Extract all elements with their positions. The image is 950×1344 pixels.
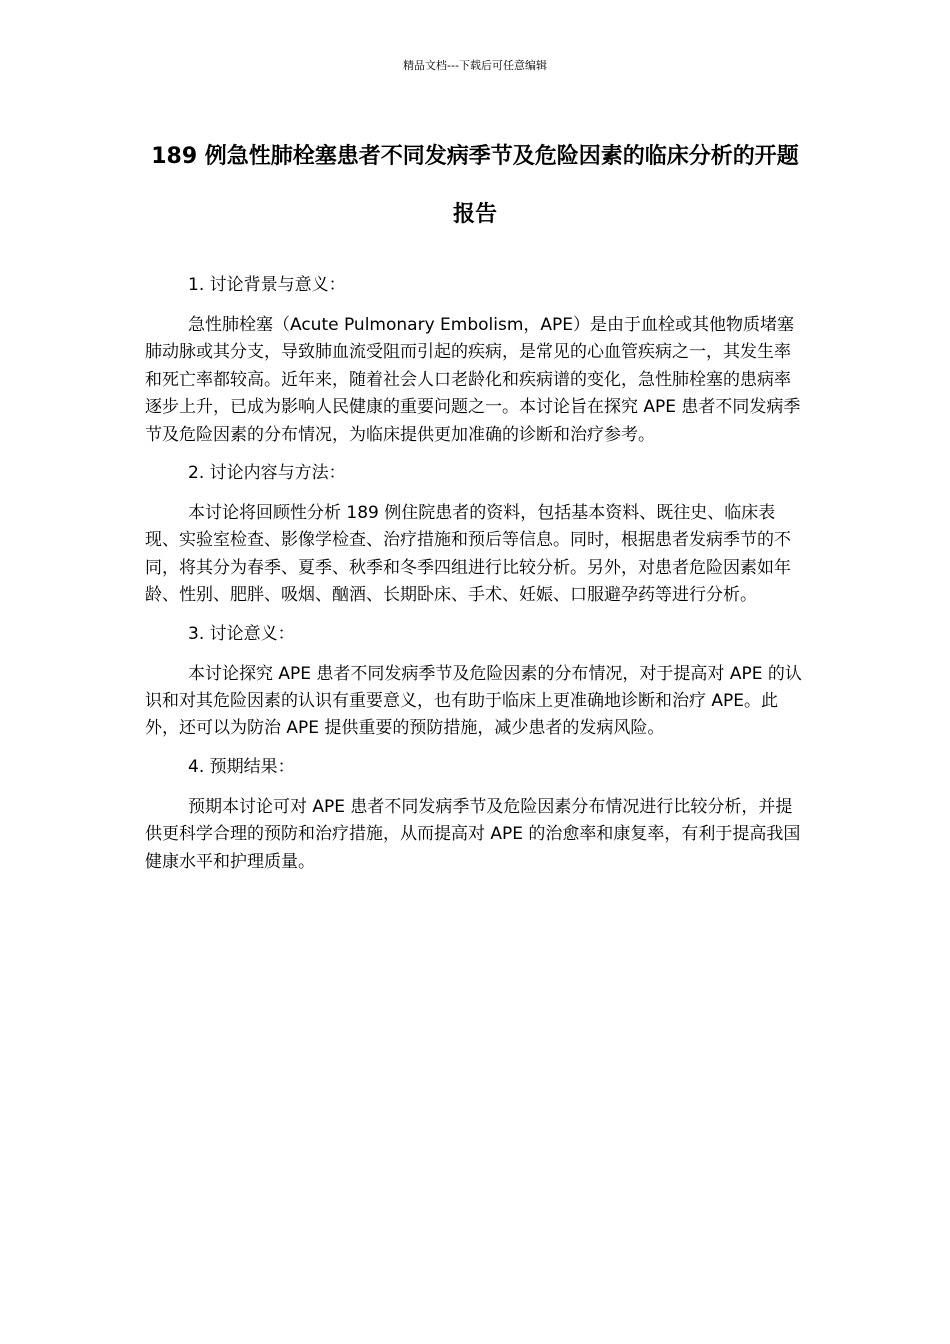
section-body: 本讨论将回顾性分析 189 例住院患者的资料，包括基本资料、既往史、临床表现、实验室检查、影像学检查、治疗措施和预后等信息。同时，根据患者发病季节的不同，将其分为春季、夏季、秋季和冬季四组进行比较分析。另外，对患者危险因素如年龄、性别、肥胖、吸烟、酗酒、长期卧床、手术、妊娠、口服避孕药等进行分析。 — [145, 503, 791, 606]
section-heading: 3. 讨论意义： — [188, 623, 295, 644]
section-expected-results — [145, 754, 807, 876]
section-heading: 1. 讨论背景与意义： — [188, 275, 346, 295]
section-heading: 4. 预期结果： — [188, 756, 295, 777]
section-content-methods — [145, 460, 807, 610]
section-heading: 2. 讨论内容与方法： — [188, 463, 346, 484]
section-significance — [145, 621, 807, 743]
section-body: 本讨论探究 APE 患者不同发病季节及危险因素的分布情况，对于提高对 APE 的认识和对其危险因素的认识有重要意义，也有助于临床上更准确地诊断和治疗 APE。此外，还可以为防治 APE 提供重要的预防措施，减少患者的发病风险。 — [145, 663, 802, 739]
page-header: 精品文档---下载后可任意编辑 — [403, 59, 547, 72]
section-body: 急性肺栓塞（Acute Pulmonary Embolism，APE）是由于血栓或其他物质堵塞肺动脉或其分支，导致肺血流受阻而引起的疾病，是常见的心血管疾病之一，其发生率和死亡率都较高。近年来，随着社会人口老龄化和疾病谱的变化，急性肺栓塞的患病率逐步上升，已成为影响人民健康的重要问题之一。本讨论旨在探究 APE 患者不同发病季节及危险因素的分布情况，为临床提供更加准确的诊断和治疗参考。 — [145, 315, 801, 445]
section-background — [145, 272, 807, 449]
document-title: 189 例急性肺栓塞患者不同发病季节及危险因素的临床分析的开题报告 — [151, 144, 799, 227]
document-content — [145, 272, 807, 887]
section-body: 预期本讨论可对 APE 患者不同发病季节及危险因素分布情况进行比较分析，并提供更科学合理的预防和治疗措施，从而提高对 APE 的治愈率和康复率，有利于提高我国健康水平和护理质量。 — [145, 796, 801, 872]
